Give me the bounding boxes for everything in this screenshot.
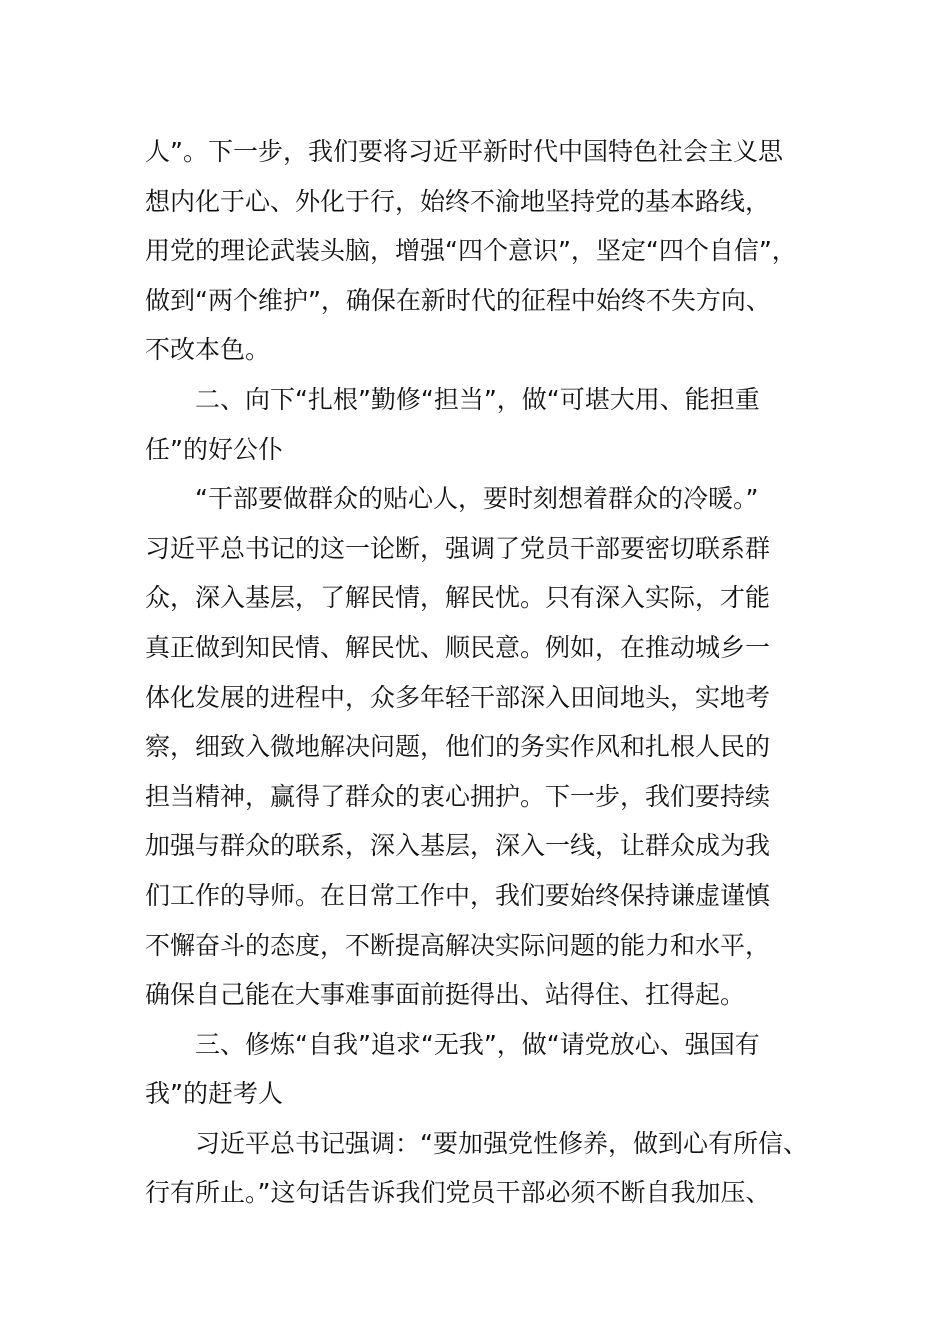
body-line: 担当精神，赢得了群众的衷心拥护。下一步，我们要持续 [145, 781, 771, 811]
section-heading-2: 二、向下“扎根”勤修“担当”，做“可堪大用、能担重 [195, 384, 760, 414]
section-heading-2-cont: 任”的好公仆 [145, 434, 283, 464]
body-line: 习近平总书记强调：“要加强党性修养，做到心有所信、 [195, 1128, 808, 1158]
document-body [145, 127, 835, 1218]
section-heading-3: 三、修炼“自我”追求“无我”，做“请党放心、强国有 [195, 1029, 760, 1059]
body-line: 用党的理论武装头脑，增强“四个意识”，坚定“四个自信”， [145, 236, 797, 266]
body-line: 众，深入基层，了解民情，解民忧。只有深入实际，才能 [145, 583, 771, 613]
body-line: 体化发展的进程中，众多年轻干部深入田间地头，实地考 [145, 682, 771, 712]
body-line: 不改本色。 [145, 335, 271, 365]
body-line: 做到“两个维护”，确保在新时代的征程中始终不失方向、 [145, 285, 771, 315]
body-line: 确保自己能在大事难事面前挺得出、站得住、扛得起。 [145, 980, 746, 1010]
body-line: “干部要做群众的贴心人，要时刻想着群众的冷暖。” [195, 484, 759, 514]
body-line: 察，细致入微地解决问题，他们的务实作风和扎根人民的 [145, 732, 771, 762]
section-heading-3-cont: 我”的赶考人 [145, 1079, 283, 1109]
body-line: 真正做到知民情、解民忧、顺民意。例如，在推动城乡一 [145, 632, 771, 662]
body-line: 人”。下一步，我们要将习近平新时代中国特色社会主义思 [145, 137, 783, 166]
body-line: 们工作的导师。在日常工作中，我们要始终保持谦虚谨慎 [145, 880, 771, 910]
body-line: 行有所止。”这句话告诉我们党员干部必须不断自我加压、 [145, 1178, 771, 1208]
body-line: 想内化于心、外化于行，始终不渝地坚持党的基本路线， [145, 186, 771, 216]
body-line: 加强与群众的联系，深入基层，深入一线，让群众成为我 [145, 831, 771, 861]
body-line: 习近平总书记的这一论断，强调了党员干部要密切联系群 [145, 533, 771, 563]
body-line: 不懈奋斗的态度，不断提高解决实际问题的能力和水平， [145, 930, 771, 960]
